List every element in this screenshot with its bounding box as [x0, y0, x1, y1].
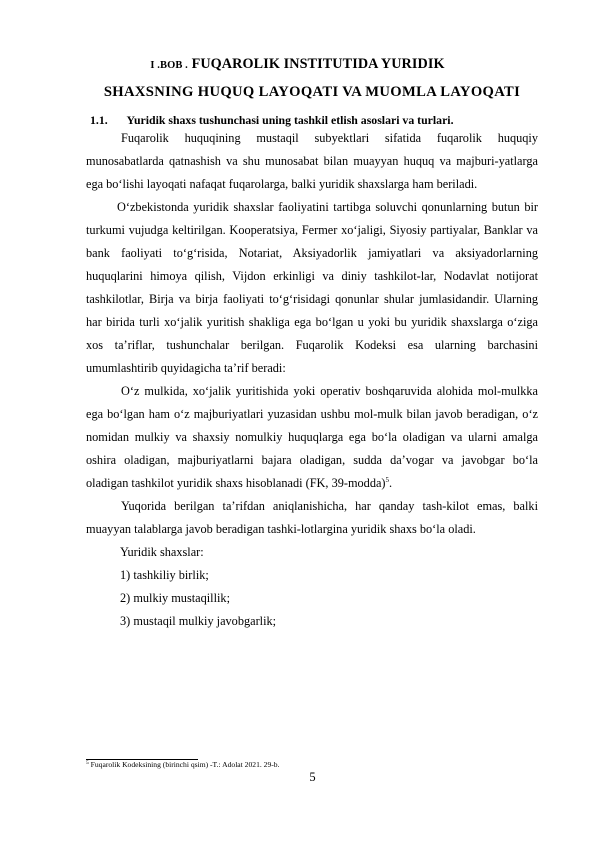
- chapter-label: I .BOB .: [150, 60, 188, 71]
- list-heading: Yuridik shaxslar:: [120, 545, 204, 559]
- paragraph-4: Yuqorida berilgan ta’rifdan aniqlanishicha, har qanday tash-kilot emas, balki muayyan talablarga javob beradigan tashki-lotlargina yuridik shaxs bo‘la oladi.: [86, 499, 538, 536]
- footnote: [86, 760, 280, 769]
- section-title: Yuridik shaxs tushunchasi uning tashkil etlish asoslari va turlari.: [126, 113, 454, 127]
- chapter-title-text: FUQAROLIK INSTITUTIDA YURIDIK: [191, 56, 445, 72]
- footnote-reference: 5: [385, 476, 390, 484]
- chapter-title-line1: [0, 56, 595, 73]
- paragraph-2: O‘zbekistonda yuridik shaxslar faoliyatini tartibga soluvchi qonunlarning butun bir turkumi vujudga keltirilgan. Kooperatsiya, Fermer xo‘jaligi, Siyosiy partiyalar, Banklar va bank faoliyati to‘g‘risida, Notariat, Aksiyadorlik jamiyatlari va aksiyadorlarning huquqlarini himoya qilish, Vijdon erkinligi va diniy tashkilot-lar, Nodavlat notijorat tashkilotlar, Birja va birja faoliyati to‘g‘risidagi qonunlar shular jumlasidandir. Ularning har birida turli xo‘jalik yuritish shakliga ega bo‘lgan u yoki bu yuridik shaxslarga o‘ziga xos ta’riflar, tushunchalar berilgan. Fuqarolik Kodeksi esa ularning barchasini umumlashtirib quyidagicha ta’rif beradi:: [86, 200, 538, 375]
- footnote-text: Fuqarolik Kodeksining (birinchi qsim) -T.: Adolat 2021. 29-b.: [88, 760, 280, 769]
- paragraph-3: [86, 380, 538, 495]
- section-heading: [86, 113, 454, 128]
- body-text: [86, 127, 538, 633]
- paragraph-3-text: O‘z mulkida, xo‘jalik yuritishida yoki operativ boshqaruvida alohida mol-mulkka ega bo‘lgan ham o‘z majburiyatlari yuzasidan ushbu mol-mulk bilan javob beradigan, o‘z nomidan mulkiy va shaxsiy nomulkiy huquqlarga ega bo‘la oladigan va ularni amalga oshira oladigan, majburiyatlarni bajara oladigan, sudda da’vogar va javobgar bo‘la oladigan tashkilot yuridik shaxs hisoblanadi (FK, 39-modda): [86, 384, 538, 490]
- section-number: 1.1.: [90, 113, 108, 127]
- paragraph-1: Fuqarolik huquqining mustaqil subyektlari sifatida fuqarolik huquqiy munosabatlarda qatnashish va shu munosabat bilan muayyan huquq va majburi-yatlarga ega bo‘lishi layoqati nafaqat fuqarolarga, balki yuridik shaxslarga ham beriladi.: [86, 131, 538, 191]
- page-number: 5: [309, 770, 316, 784]
- list-item: 3) mustaqil mulkiy javobgarlik;: [120, 614, 277, 628]
- chapter-title-line2: SHAXSNING HUQUQ LAYOQATI VA MUOMLA LAYOQATI: [103, 84, 521, 100]
- footnote-marker: 5: [86, 760, 89, 766]
- paragraph-3-end: .: [389, 476, 393, 490]
- list-item: 1) tashkiliy birlik;: [120, 568, 209, 582]
- list-item: 2) mulkiy mustaqillik;: [120, 591, 230, 605]
